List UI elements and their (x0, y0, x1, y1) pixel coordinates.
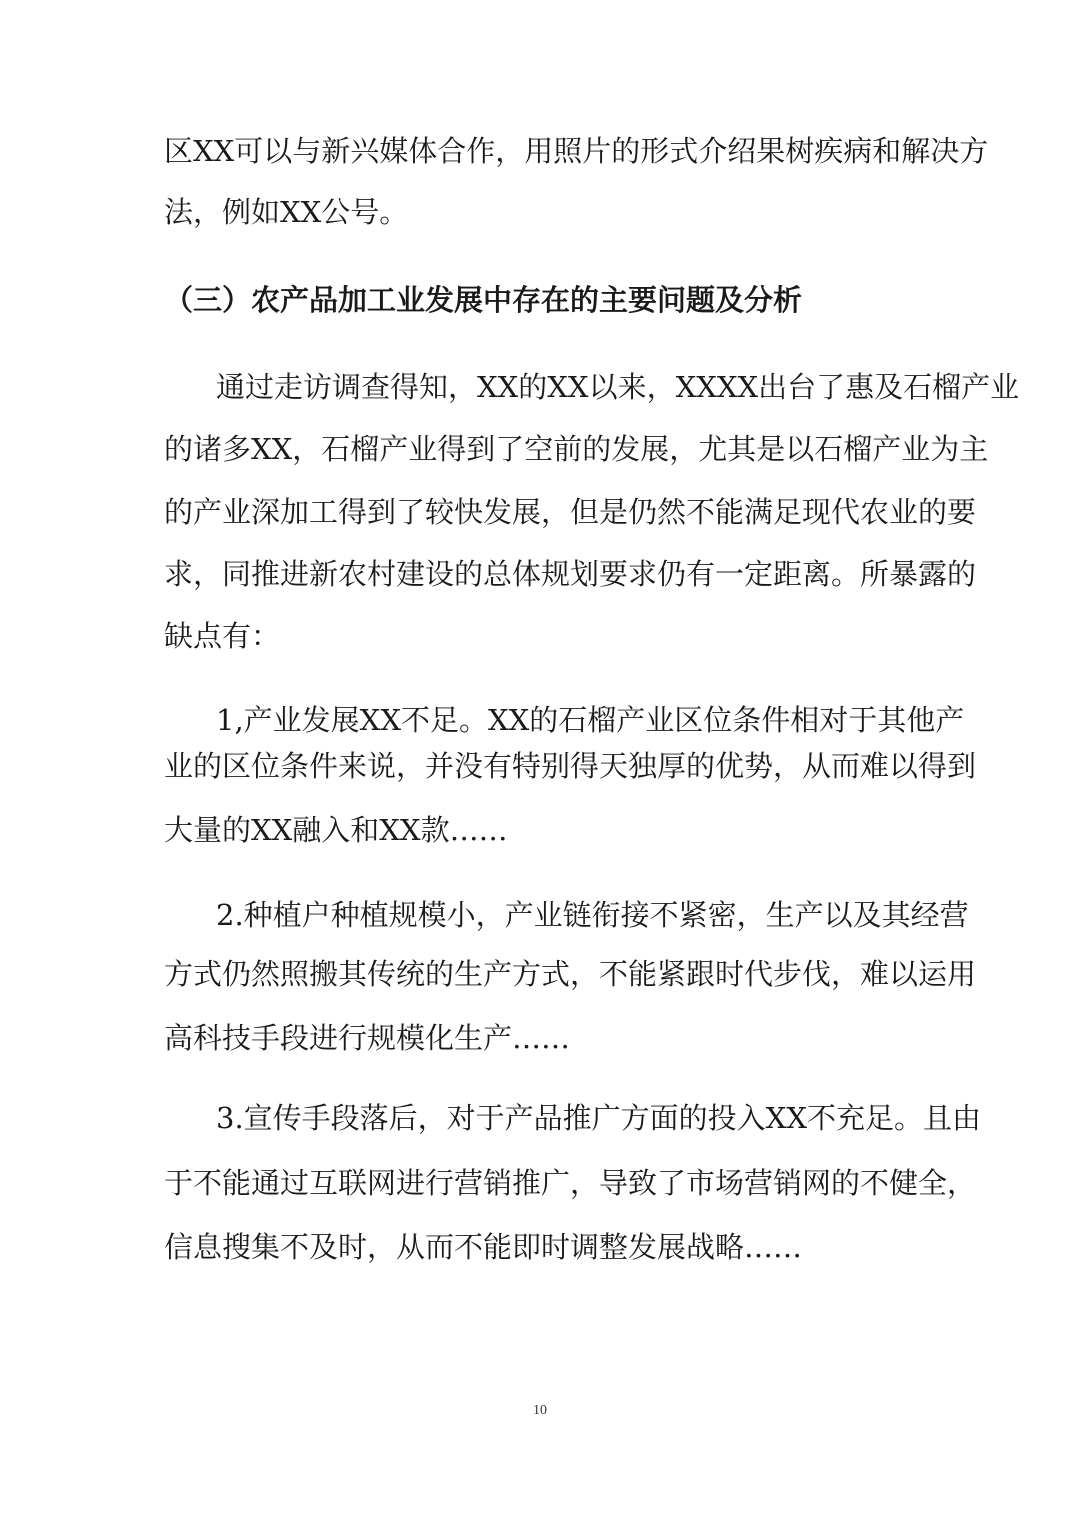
paragraph-line: 区XX可以与新兴媒体合作，用照片的形式介绍果树疾病和解决方 (164, 134, 989, 168)
list-item-line: 高科技手段进行规模化生产…… (164, 1021, 571, 1055)
list-item-line: 3.宣传手段落后，对于产品推广方面的投入XX不充足。且由 (216, 1101, 981, 1135)
section-heading: （三）农产品加工业发展中存在的主要问题及分析 (164, 283, 803, 317)
paragraph-line: 缺点有： (164, 619, 281, 653)
paragraph-line: 求，同推进新农村建设的总体规划要求仍有一定距离。所暴露的 (164, 557, 977, 591)
list-item-line: 方式仍然照搬其传统的生产方式，不能紧跟时代步伐，难以运用 (164, 957, 977, 991)
page-number: 10 (533, 1403, 547, 1418)
paragraph-line: 的产业深加工得到了较快发展，但是仍然不能满足现代农业的要 (164, 495, 977, 529)
list-item-line: 1,产业发展XX不足。XX的石榴产业区位条件相对于其他产 (216, 703, 965, 737)
list-item-line: 2.种植户种植规模小，产业链衔接不紧密，生产以及其经营 (216, 898, 969, 932)
paragraph-line: 通过走访调查得知，XX的XX以来，XXXX出台了惠及石榴产业 (216, 370, 1020, 404)
paragraph-line: 的诸多XX，石榴产业得到了空前的发展，尤其是以石榴产业为主 (164, 432, 989, 466)
list-item-line: 于不能通过互联网进行营销推广，导致了市场营销网的不健全， (164, 1166, 977, 1200)
list-item-line: 业的区位条件来说，并没有特别得天独厚的优势，从而难以得到 (164, 749, 977, 783)
list-item-line: 大量的XX融入和XX款…… (164, 813, 508, 847)
list-item-line: 信息搜集不及时，从而不能即时调整发展战略…… (164, 1230, 803, 1264)
paragraph-line: 法，例如XX公号。 (164, 195, 409, 229)
